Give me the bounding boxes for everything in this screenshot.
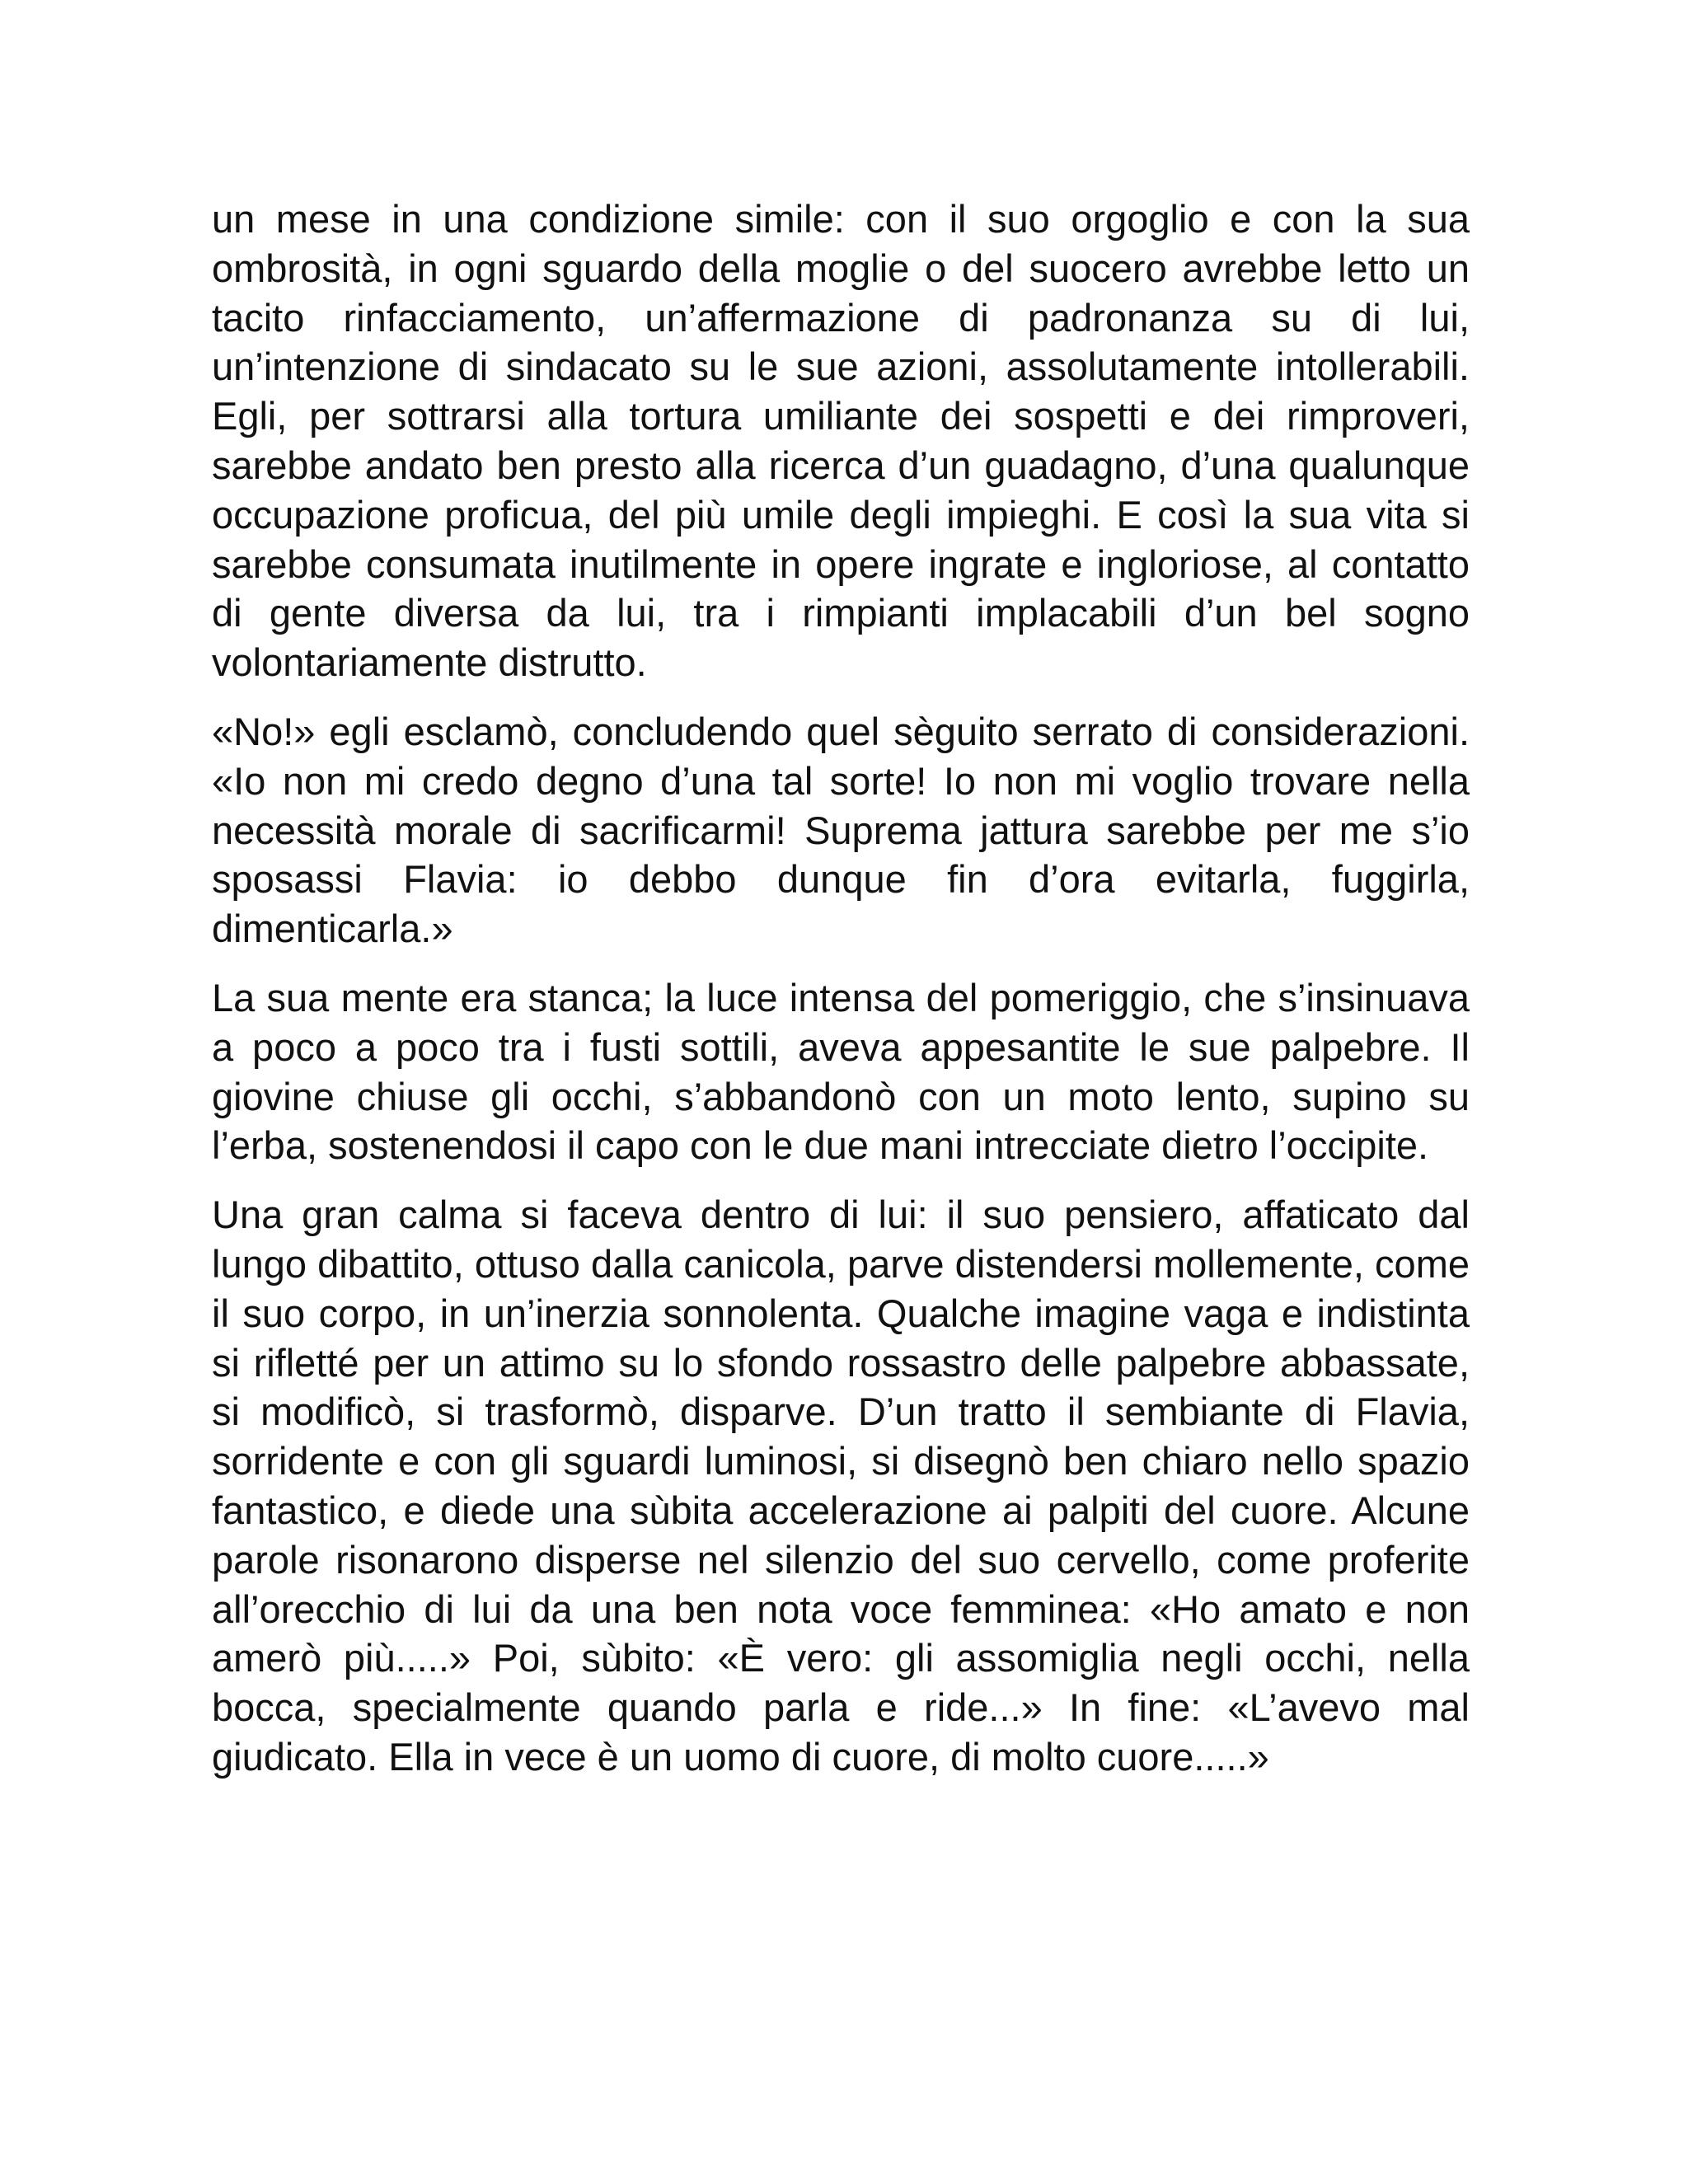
paragraph-1: un mese in una condizione simile: con il suo orgoglio e con la sua ombrosità, in ogni sguardo della moglie o del suocero avrebbe letto un tacito rinfacciamento, un’affermazione di padronanza su di lui, un’intenzione di sindacato su le sue azioni, assolutamente intollerabili. Egli, per sottrarsi alla tortura umiliante dei sospetti e dei rimproveri, sarebbe andato ben presto alla ricerca d’un guadagno, d’una qualunque occupazione proficua, del più umile degli impieghi. E così la sua vita si sarebbe consumata inutilmente in opere ingrate e ingloriose, al contatto di gente diversa da lui, tra i rimpianti implacabili d’un bel sogno volontariamente distrutto. (212, 197, 1470, 685)
paragraph-4: Una gran calma si faceva dentro di lui: il suo pensiero, affaticato dal lungo dibattito, ottuso dalla canicola, parve distendersi mollemente, come il suo corpo, in un’inerzia sonnolenta. Qualche imagine vaga e indistinta si rifletté per un attimo su lo sfondo rossastro delle palpebre abbassate, si modificò, si trasformò, disparve. D’un tratto il sembiante di Flavia, sorridente e con gli sguardi luminosi, si disegnò ben chiaro nello spazio fantastico, e diede una sùbita accelerazione ai palpiti del cuore. Alcune parole risonarono disperse nel silenzio del suo cervello, come proferite all’orecchio di lui da una ben nota voce femminea: «Ho amato e non amerò più.....» Poi, sùbito: «È vero: gli assomiglia negli occhi, nella bocca, specialmente quando parla e ride...» In fine: «L’avevo mal giudicato. Ella in vece è un uomo di cuore, di molto cuore.....» (212, 1193, 1470, 1779)
document-page (212, 194, 1470, 1782)
paragraph-2: «No!» egli esclamò, concludendo quel sèguito serrato di considerazioni. «Io non mi credo degno d’una tal sorte! Io non mi voglio trovare nella necessità morale di sacrificarmi! Suprema jattura sarebbe per me s’io sposassi Flavia: io debbo dunque fin d’ora evitarla, fuggirla, dimenticarla.» (212, 709, 1470, 951)
paragraph-3: La sua mente era stanca; la luce intensa del pomeriggio, che s’insinuava a poco a poco tra i fusti sottili, aveva appesantite le sue palpebre. Il giovine chiuse gli occhi, s’abbandonò con un moto lento, supino su l’erba, sostenendosi il capo con le due mani intrecciate dietro l’occipite. (212, 975, 1470, 1168)
